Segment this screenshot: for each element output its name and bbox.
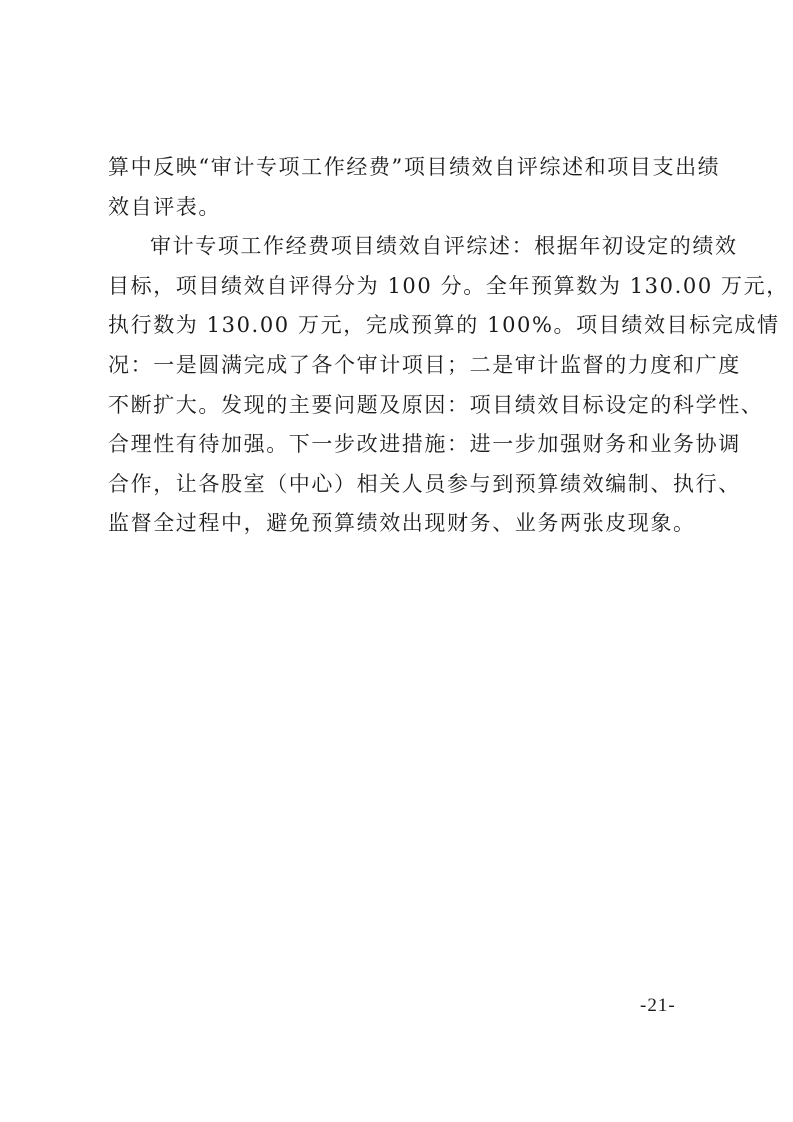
page-number: -21- xyxy=(640,995,676,1016)
paragraph-line: 合理性有待加强。下一步改进措施：进一步加强财务和业务协调 xyxy=(108,432,741,457)
paragraph-line: 况：一是圆满完成了各个审计项目；二是审计监督的力度和广度 xyxy=(108,352,741,377)
paragraph-line: 合作，让各股室（中心）相关人员参与到预算绩效编制、执行、 xyxy=(108,471,741,496)
paragraph-line: 算中反映“审计专项工作经费”项目绩效自评综述和项目支出绩 xyxy=(108,155,721,179)
paragraph-line: 效自评表。 xyxy=(108,194,221,219)
body-text xyxy=(108,148,789,544)
paragraph-line: 执行数为 130.00 万元，完成预算的 100%。项目绩效目标完成情 xyxy=(108,313,780,338)
paragraph-line: 监督全过程中，避免预算绩效出现财务、业务两张皮现象。 xyxy=(108,511,696,536)
paragraph-line: 目标，项目绩效自评得分为 100 分。全年预算数为 130.00 万元， xyxy=(108,273,789,298)
paragraph-line: 审计专项工作经费项目绩效自评综述：根据年初设定的绩效 xyxy=(150,234,738,259)
paragraph-line: 不断扩大。发现的主要问题及原因：项目绩效目标设定的科学性、 xyxy=(108,392,764,417)
